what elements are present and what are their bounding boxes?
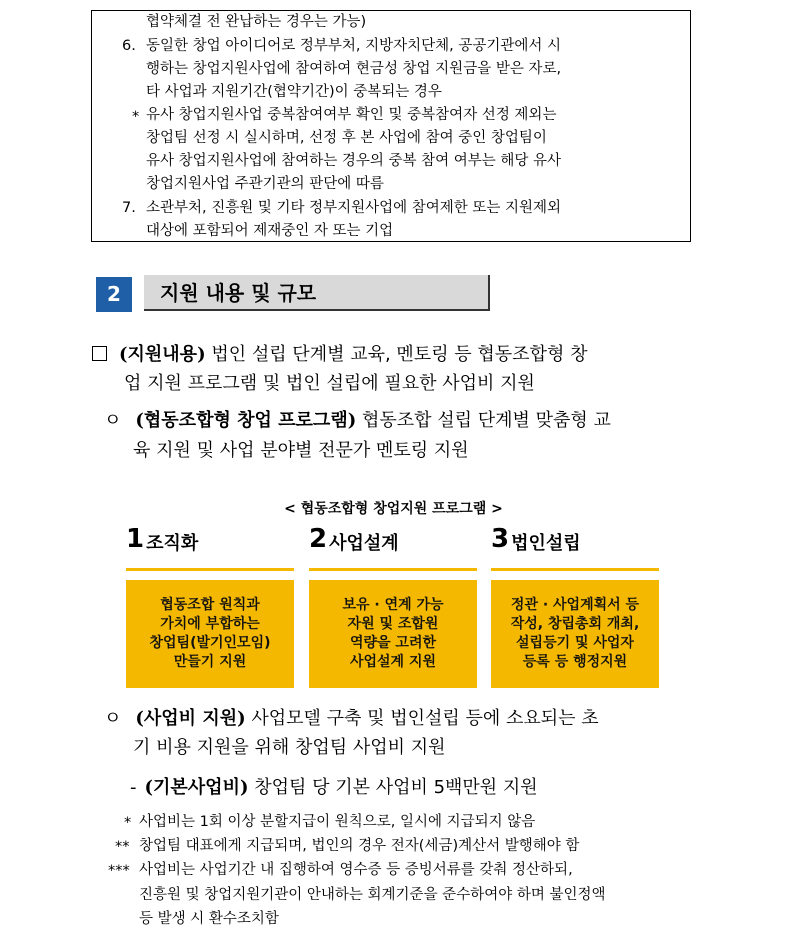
checkbox-square-icon xyxy=(92,346,107,361)
business-fund-line-2: 기 비용 지원을 위해 창업팀 사업비 지원 xyxy=(133,737,446,758)
step-2-description-box xyxy=(309,580,477,688)
base-fund-text: 창업팀 당 기본 사업비 5백만원 지원 xyxy=(248,777,538,798)
note-1-mark: * xyxy=(124,815,132,831)
business-fund-label: (사업비 지원) xyxy=(135,708,246,729)
step-2-desc-line: 역량을 고려한 xyxy=(349,635,437,651)
bullet-icon: ㅇ xyxy=(104,410,122,431)
step-1-desc-line: 창업팀(발기인모임) xyxy=(149,635,271,651)
section-number: 2 xyxy=(96,277,132,312)
note-line-4: 창업지원사업 주관기관의 판단에 따름 xyxy=(146,176,384,192)
business-fund-line-1 xyxy=(104,704,599,734)
support-content-line-1 xyxy=(92,340,587,370)
note-1-text: 사업비는 1회 이상 분할지급이 원칙으로, 일시에 지급되지 않음 xyxy=(139,814,536,830)
item-7-line-1: 소관부처, 진흥원 및 기타 정부지원사업에 참여제한 또는 지원제외 xyxy=(146,200,562,216)
step-1-desc-line: 만들기 지원 xyxy=(173,654,247,670)
item-6-line-1: 동일한 창업 아이디어로 정부부처, 지방자치단체, 공공기관에서 시 xyxy=(146,38,562,54)
step-1-number: 1 xyxy=(126,524,145,554)
step-1-header xyxy=(126,524,294,571)
step-3-label: 법인설립 xyxy=(511,533,581,554)
support-content-line-2: 업 지원 프로그램 및 법인 설립에 필요한 사업비 지원 xyxy=(124,373,535,394)
note-2-mark: ** xyxy=(115,839,130,855)
coop-program-line-1 xyxy=(104,406,611,436)
note-2-text: 창업팀 대표에게 지급되며, 법인의 경우 전자(세금)계산서 발행해야 함 xyxy=(139,838,580,854)
item-7-line-2: 대상에 포함되어 제재중인 자 또는 기업 xyxy=(146,223,394,239)
base-fund-line xyxy=(130,773,538,803)
step-2-desc-line: 사업설계 지원 xyxy=(349,654,437,670)
step-2-desc-line: 자원 및 조합원 xyxy=(347,616,439,632)
note-line-2: 창업팀 선정 시 실시하며, 선정 후 본 사업에 참여 중인 창업팀이 xyxy=(146,130,547,146)
step-3-desc-line: 정관 · 사업계획서 등 xyxy=(510,597,640,613)
box-line-continuation: 협약체결 전 완납하는 경우는 가능) xyxy=(146,14,367,30)
step-3-desc-line: 등록 등 행정지원 xyxy=(522,654,628,670)
business-fund-text-1: 사업모델 구축 및 법인설립 등에 소요되는 초 xyxy=(245,708,599,729)
step-2-label: 사업설계 xyxy=(329,533,399,554)
note-line-3: 유사 창업지원사업에 참여하는 경우의 중복 참여 여부는 해당 유사 xyxy=(146,153,562,169)
bullet-icon: ㅇ xyxy=(104,708,122,729)
note-asterisk: * xyxy=(132,109,140,125)
item-6-number: 6. xyxy=(122,38,136,54)
step-3-desc-line: 설립등기 및 사업자 xyxy=(516,635,634,651)
support-content-text-1: 법인 설립 단계별 교육, 멘토링 등 협동조합형 창 xyxy=(205,344,588,365)
program-diagram-title: < 협동조합형 창업지원 프로그램 > xyxy=(284,501,503,517)
note-line-1: 유사 창업지원사업 중복참여여부 확인 및 중복참여자 선정 제외는 xyxy=(146,107,557,123)
note-3-mark: *** xyxy=(108,863,130,879)
note-3-line-3: 등 발생 시 환수조치함 xyxy=(139,911,279,927)
item-6-line-2: 행하는 창업지원사업에 참여하여 현금성 창업 지원금을 받은 자로, xyxy=(146,61,562,77)
step-2-number: 2 xyxy=(309,524,328,554)
step-3-header xyxy=(491,524,659,571)
coop-program-text-1: 협동조합 설립 단계별 맞춤형 교 xyxy=(356,410,611,431)
step-3-description-box xyxy=(491,580,659,688)
item-7-number: 7. xyxy=(122,200,136,216)
step-1-desc-line: 협동조합 원칙과 xyxy=(160,597,260,613)
support-content-label: (지원내용) xyxy=(119,344,206,365)
step-2-header xyxy=(309,524,477,571)
step-1-desc-line: 가치에 부합하는 xyxy=(160,616,260,632)
coop-program-label: (협동조합형 창업 프로그램) xyxy=(135,410,357,431)
base-fund-label: (기본사업비) xyxy=(144,777,249,798)
step-3-number: 3 xyxy=(491,524,510,554)
step-2-desc-line: 보유 · 연계 가능 xyxy=(342,597,444,613)
note-3-line-1: 사업비는 사업기간 내 집행하여 영수증 등 증빙서류를 갖춰 정산하되, xyxy=(139,862,573,878)
step-1-description-box xyxy=(126,580,294,688)
step-1-label: 조직화 xyxy=(146,533,199,554)
section-title: 지원 내용 및 규모 xyxy=(160,281,317,305)
step-3-desc-line: 작성, 창립총회 개최, xyxy=(510,616,640,632)
note-3-line-2: 진흥원 및 창업지원기관이 안내하는 회계기준을 준수하여야 하며 불인정액 xyxy=(139,887,606,903)
item-6-line-3: 타 사업과 지원기간(협약기간)이 중복되는 경우 xyxy=(146,84,442,100)
coop-program-line-2: 육 지원 및 사업 분야별 전문가 멘토링 지원 xyxy=(133,440,469,461)
dash-marker: - xyxy=(130,777,137,798)
